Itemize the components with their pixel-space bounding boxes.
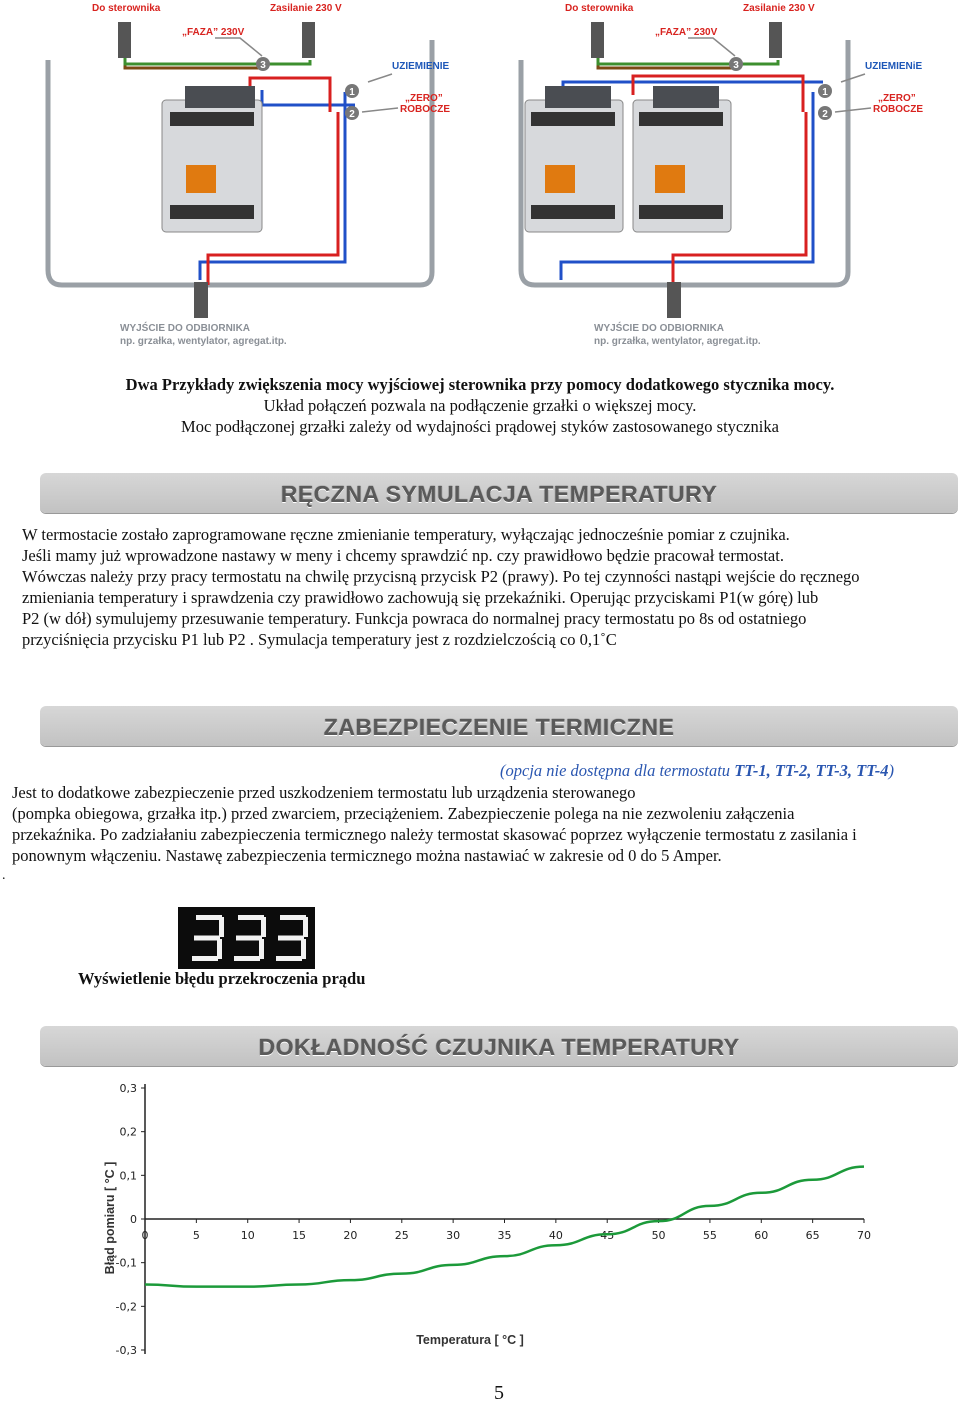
y-tick-label: -0,1 bbox=[115, 1256, 137, 1270]
label-phase: „FAZA” 230V bbox=[182, 27, 245, 38]
section-title: DOKŁADNOŚĆ CZUJNIKA TEMPERATURY bbox=[258, 1034, 740, 1060]
terminal-1-label: 1 bbox=[349, 87, 355, 98]
paragraph-line: P2 (w dół) symulujemy przesuwanie temperatury. Funkcja powraca do normalnej pracy termostatu po 8s od ostatniego bbox=[22, 609, 807, 628]
x-tick-label: 10 bbox=[240, 1229, 255, 1242]
label-zero-1: „ZERO” bbox=[405, 93, 443, 104]
y-tick-label: 0,1 bbox=[119, 1169, 137, 1183]
section-header-sensor-accuracy bbox=[40, 1026, 958, 1066]
option-note-prefix: (opcja nie dostępna dla termostatu bbox=[500, 761, 735, 780]
diagram-caption-line-2: Układ połączeń pozwala na podłączenie grzałki o większej mocy. bbox=[263, 396, 697, 415]
led-segment bbox=[234, 956, 260, 961]
paragraph-line: W termostacie zostało zaprogramowane ręczne zmienianie temperatury, wyłączając jednocześnie pomiar z czujnika. bbox=[22, 525, 790, 544]
error-curve-series bbox=[145, 1167, 864, 1287]
x-tick-label: 45 bbox=[600, 1229, 615, 1242]
option-note-models: TT-1, TT-2, TT-3, TT-4 bbox=[734, 761, 889, 780]
label-phase: „FAZA” 230V bbox=[655, 27, 718, 38]
y-axis-label: Błąd pomiaru [ °C ] bbox=[103, 1161, 117, 1275]
page-number: 5 bbox=[494, 1382, 504, 1404]
led-segment bbox=[261, 917, 266, 937]
label-zero-2: ROBOCZE bbox=[873, 104, 923, 115]
paragraph-line: zmieniania temperatury i sprawdzenia czy prawidłowo zachowują się przekaźniki. Operując przyciskami P1(w górę) lub bbox=[22, 588, 819, 607]
wiring-diagram-double bbox=[473, 0, 923, 350]
x-tick-label: 35 bbox=[497, 1229, 512, 1242]
led-segment bbox=[303, 917, 308, 937]
section-title: ZABEZPIECZENIE TERMICZNE bbox=[323, 714, 675, 740]
x-tick-label: 25 bbox=[394, 1229, 409, 1242]
section-header-manual-simulation bbox=[40, 473, 958, 513]
x-tick-label: 55 bbox=[702, 1229, 717, 1242]
stray-dot: . bbox=[2, 868, 6, 883]
led-segment bbox=[219, 917, 224, 937]
section-title: RĘCZNA SYMULACJA TEMPERATURY bbox=[280, 481, 718, 507]
wiring-diagram-single-graphic bbox=[0, 0, 440, 350]
wiring-diagram-double-graphic bbox=[473, 0, 913, 350]
chart-x-ticks bbox=[142, 1219, 872, 1242]
paragraph-line: przekaźnika. Po zadziałaniu zabezpieczenia termicznego należy termostat skasować poprzez wyłączenie termostatu z zasilania i bbox=[12, 825, 857, 844]
x-tick-label: 0 bbox=[141, 1229, 149, 1242]
y-tick-label: 0 bbox=[130, 1213, 137, 1226]
led-digits bbox=[178, 907, 315, 969]
label-zero-1: „ZERO” bbox=[878, 93, 916, 104]
terminal-2-label: 2 bbox=[349, 109, 355, 120]
diagram-caption-line-3: Moc podłączonej grzałki zależy od wydajności prądowej styków zastosowanego stycznika bbox=[181, 417, 779, 436]
label-supply: Zasilanie 230 V bbox=[743, 3, 815, 14]
manual-simulation-text bbox=[22, 524, 860, 650]
paragraph-line: Wówczas należy przy pracy termostatu na chwilę przycisną przycisk P2 (prawy). Po tej czynności nastąpi wejście do ręcznego bbox=[22, 567, 860, 586]
x-tick-label: 30 bbox=[446, 1229, 461, 1242]
option-availability-note bbox=[500, 761, 894, 781]
x-tick-label: 5 bbox=[192, 1229, 200, 1242]
paragraph-line: Jeśli mamy już wprowadzone nastawy w meny i chcemy sprawdzić np. czy prawidłowo będzie pracował termostat. bbox=[22, 546, 784, 565]
label-output-2: np. grzałka, wentylator, agregat.itp. bbox=[594, 336, 761, 347]
x-tick-label: 20 bbox=[343, 1229, 358, 1242]
chart-graphic bbox=[0, 1070, 960, 1370]
sensor-accuracy-chart bbox=[0, 1070, 960, 1370]
label-output-1: WYJŚCIE DO ODBIORNIKA bbox=[120, 323, 251, 334]
x-axis-label: Temperatura [ °C ] bbox=[416, 1333, 524, 1347]
label-zero-2: ROBOCZE bbox=[400, 104, 450, 115]
label-ground: UZIEMIENiE bbox=[865, 61, 923, 72]
led-segment bbox=[280, 915, 306, 920]
label-to-controller: Do sterownika bbox=[92, 3, 161, 14]
diagram-caption-line-1: Dwa Przykłady zwiększenia mocy wyjściowej sterownika przy pomocy dodatkowego stycznika mocy. bbox=[125, 375, 835, 394]
led-segment bbox=[238, 915, 264, 920]
thermal-protection-text bbox=[12, 782, 857, 866]
section-header-thermal-protection bbox=[40, 706, 958, 746]
x-tick-label: 50 bbox=[651, 1229, 666, 1242]
led-segment bbox=[196, 915, 222, 920]
paragraph-line: (pompka obiegowa, grzałka itp.) przed zwarciem, przeciążeniem. Zabezpieczenie polega na nie zezwoleniu załączenia bbox=[12, 804, 795, 823]
led-segment bbox=[192, 956, 218, 961]
x-tick-label: 60 bbox=[754, 1229, 769, 1242]
x-tick-label: 65 bbox=[805, 1229, 820, 1242]
y-tick-label: -0,3 bbox=[115, 1344, 137, 1357]
led-segment bbox=[278, 936, 304, 941]
paragraph-line: ponownym włączeniu. Nastawę zabezpieczenia termicznego można nastawiać w zakresie od 0 do 5 Amper. bbox=[12, 846, 722, 865]
led-segment bbox=[194, 936, 220, 941]
terminal-3-label: 3 bbox=[733, 60, 739, 71]
y-tick-label: 0,2 bbox=[119, 1125, 137, 1139]
led-segment bbox=[276, 956, 302, 961]
option-note-suffix: ) bbox=[888, 761, 894, 780]
label-output-1: WYJŚCIE DO ODBIORNIKA bbox=[594, 323, 725, 334]
label-supply: Zasilanie 230 V bbox=[270, 3, 342, 14]
label-output-2: np. grzałka, wentylator, agregat.itp. bbox=[120, 336, 287, 347]
label-ground: UZIEMIENIE bbox=[392, 61, 450, 72]
y-tick-label: -0,2 bbox=[115, 1300, 137, 1314]
paragraph-line: przyciśnięcia przycisku P1 lub P2 . Symulacja temperatury jest z rozdzielczością co 0,1˚C bbox=[22, 630, 617, 649]
terminal-1-label: 1 bbox=[822, 87, 828, 98]
x-tick-label: 40 bbox=[548, 1229, 563, 1242]
chart-y-ticks bbox=[116, 1082, 145, 1357]
led-display-caption: Wyświetlenie błędu przekroczenia prądu bbox=[78, 969, 366, 988]
paragraph-line: Jest to dodatkowe zabezpieczenie przed uszkodzeniem termostatu lub urządzenia sterowanego bbox=[12, 783, 636, 802]
y-tick-label: 0,3 bbox=[119, 1082, 137, 1095]
x-tick-label: 15 bbox=[292, 1229, 307, 1242]
label-to-controller: Do sterownika bbox=[565, 3, 634, 14]
terminal-3-label: 3 bbox=[260, 60, 266, 71]
led-display bbox=[178, 907, 315, 969]
led-segment bbox=[236, 936, 262, 941]
terminal-2-label: 2 bbox=[822, 109, 828, 120]
x-tick-label: 70 bbox=[857, 1229, 871, 1242]
wiring-diagram-single bbox=[0, 0, 450, 350]
